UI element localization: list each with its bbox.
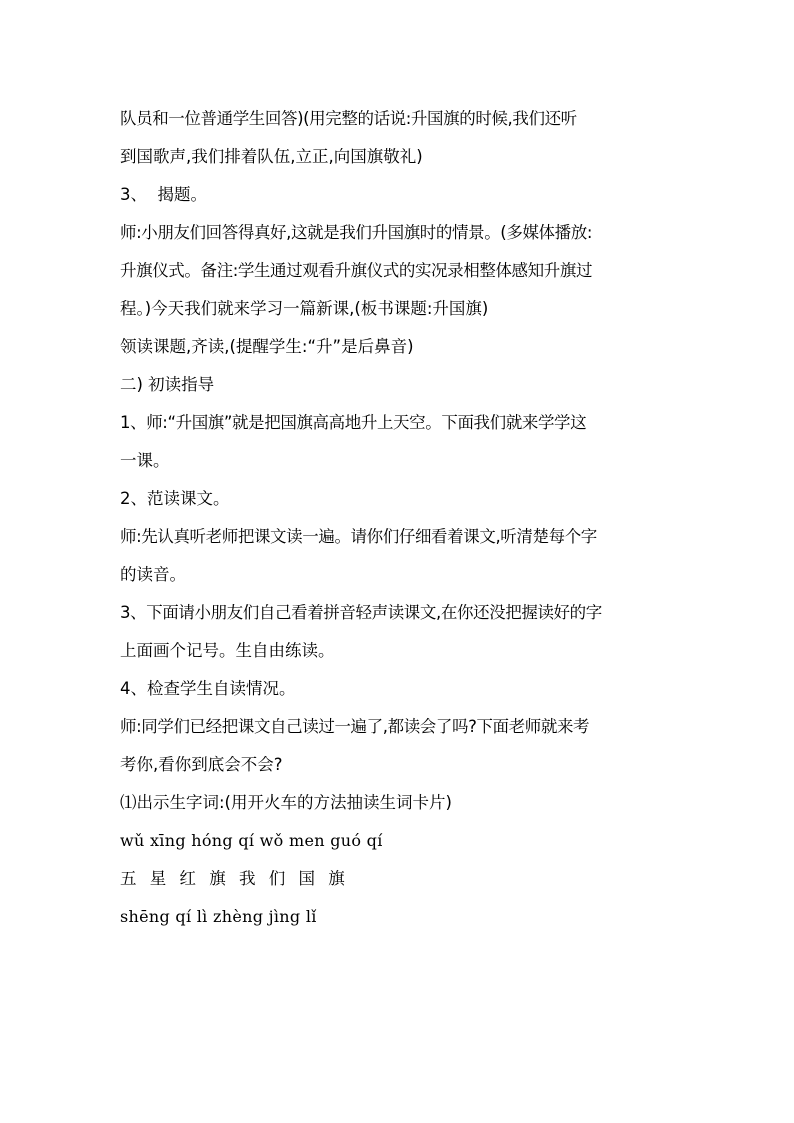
paragraph-line: 程。)今天我们就来学习一篇新课,(板书课题:升国旗) — [120, 299, 489, 318]
paragraph-line: 师:小朋友们回答得真好,这就是我们升国旗时的情景。(多媒体播放: — [120, 223, 593, 242]
pinyin-line: shēng qí lì zhèng jìng lǐ — [120, 907, 317, 926]
paragraph-line: 一课。 — [120, 451, 170, 470]
section-heading: 3、 揭题。 — [120, 185, 207, 204]
paragraph-line: 考你,看你到底会不会? — [120, 755, 283, 774]
paragraph-line: 上面画个记号。生自由练读。 — [120, 641, 335, 660]
pinyin-line: wǔ xīng hóng qí wǒ men guó qí — [120, 831, 383, 850]
character-line: 五 星 红 旗 我 们 国 旗 — [120, 869, 346, 888]
document-body — [120, 100, 680, 936]
section-heading: 二) 初读指导 — [120, 375, 215, 394]
section-heading: 4、检查学生自读情况。 — [120, 679, 296, 698]
paragraph-line: 队员和一位普通学生回答)(用完整的话说:升国旗的时候,我们还听 — [120, 109, 577, 128]
paragraph-line: 到国歌声,我们排着队伍,立正,向国旗敬礼) — [120, 147, 423, 166]
paragraph-line: 师:同学们已经把课文自己读过一遍了,都读会了吗?下面老师就来考 — [120, 717, 590, 736]
paragraph-line: 3、下面请小朋友们自己看着拼音轻声读课文,在你还没把握读好的字 — [120, 603, 602, 622]
paragraph-line: ⑴出示生字词:(用开火车的方法抽读生词卡片) — [120, 793, 452, 812]
section-heading: 2、范读课文。 — [120, 489, 230, 508]
paragraph-line: 的读音。 — [120, 565, 186, 584]
paragraph-line: 师:先认真听老师把课文读一遍。请你们仔细看着课文,听清楚每个字 — [120, 527, 597, 546]
paragraph-line: 领读课题,齐读,(提醒学生:“升”是后鼻音) — [120, 337, 414, 356]
paragraph-line: 升旗仪式。备注:学生通过观看升旗仪式的实况录相整体感知升旗过 — [120, 261, 593, 280]
paragraph-line: 1、师:“升国旗”就是把国旗高高地升上天空。下面我们就来学学这 — [120, 413, 587, 432]
